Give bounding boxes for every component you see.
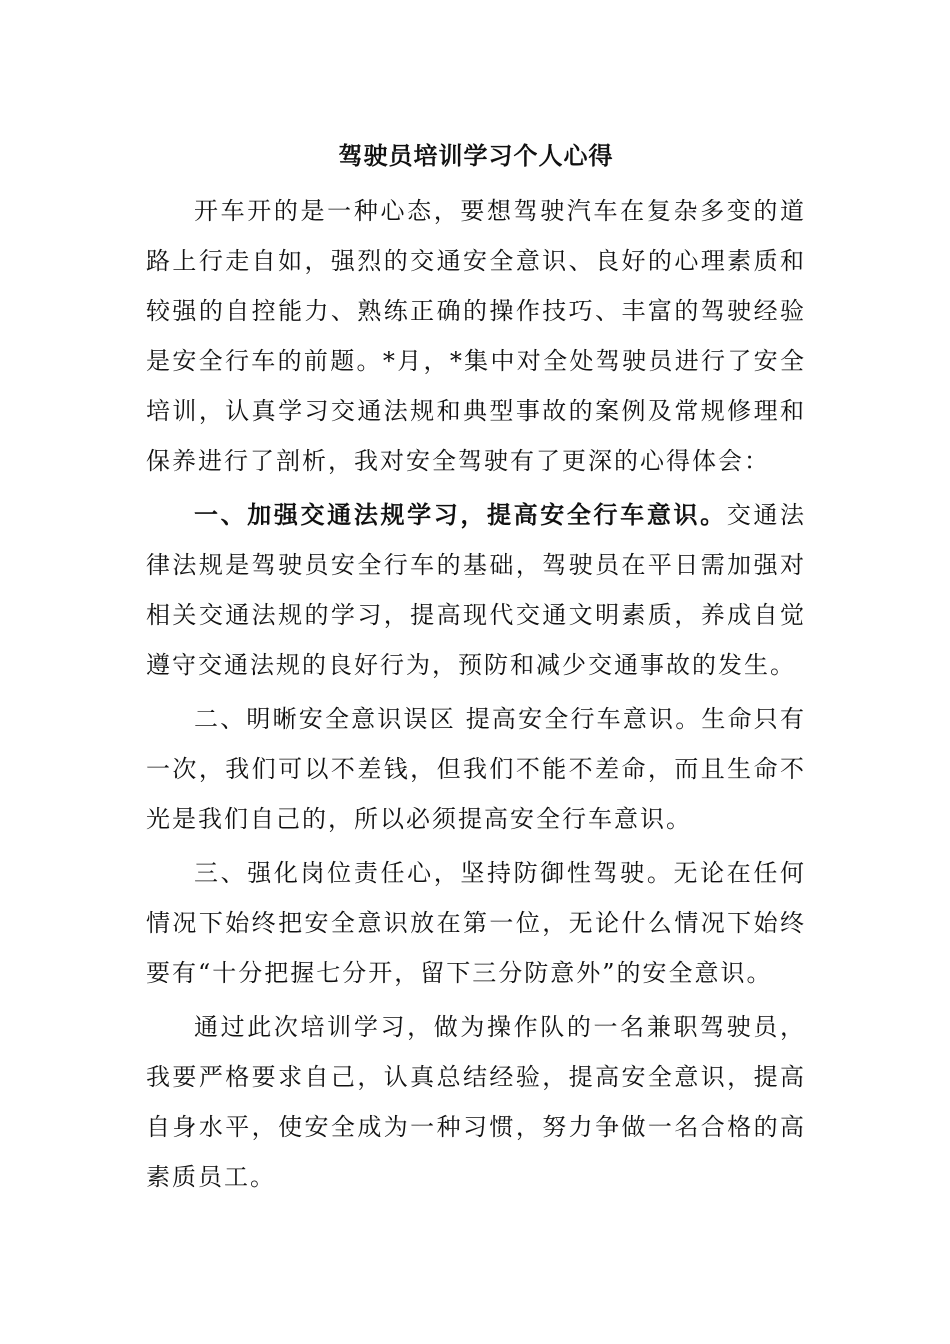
paragraph-text: 三、强化岗位责任心，坚持防御性驾驶。无论在任何情况下始终把安全意识放在第一位，无论什么情况下始终要有“十分把握七分开，留下三分防意外”的安全意识。 [146, 859, 806, 987]
paragraph-text: 交通法律法规是驾驶员安全行车的基础，驾驶员在平日需加强对相关交通法规的学习，提高现代交通文明素质，养成自觉遵守交通法规的良好行为，预防和减少交通事故的发生。 [146, 501, 807, 679]
paragraph-text: 通过此次培训学习，做为操作队的一名兼职驾驶员，我要严格要求自己，认真总结经验，提高安全意识，提高自身水平，使安全成为一种习惯，努力争做一名合格的高素质员工。 [146, 1013, 806, 1191]
document-page [146, 138, 806, 1206]
document-title: 驾驶员培训学习个人心得 [338, 141, 614, 170]
paragraph-point-2 [146, 694, 806, 844]
paragraph-intro [146, 186, 806, 486]
paragraph-conclusion [146, 1002, 806, 1202]
paragraph-point-1 [146, 490, 806, 690]
paragraph-point-3 [146, 848, 806, 998]
paragraph-text: 开车开的是一种心态，要想驾驶汽车在复杂多变的道路上行走自如，强烈的交通安全意识、良好的心理素质和较强的自控能力、熟练正确的操作技巧、丰富的驾驶经验是安全行车的前题。*月，*集中对全处驾驶员进行了安全培训，认真学习交通法规和典型事故的案例及常规修理和保养进行了剖析，我对安全驾驶有了更深的心得体会： [146, 197, 806, 475]
paragraph-lead: 一、加强交通法规学习，提高安全行车意识。 [194, 500, 727, 529]
paragraph-text: 二、明晰安全意识误区 提高安全行车意识。生命只有一次，我们可以不差钱，但我们不能不差命，而且生命不光是我们自己的，所以必须提高安全行车意识。 [146, 705, 806, 833]
